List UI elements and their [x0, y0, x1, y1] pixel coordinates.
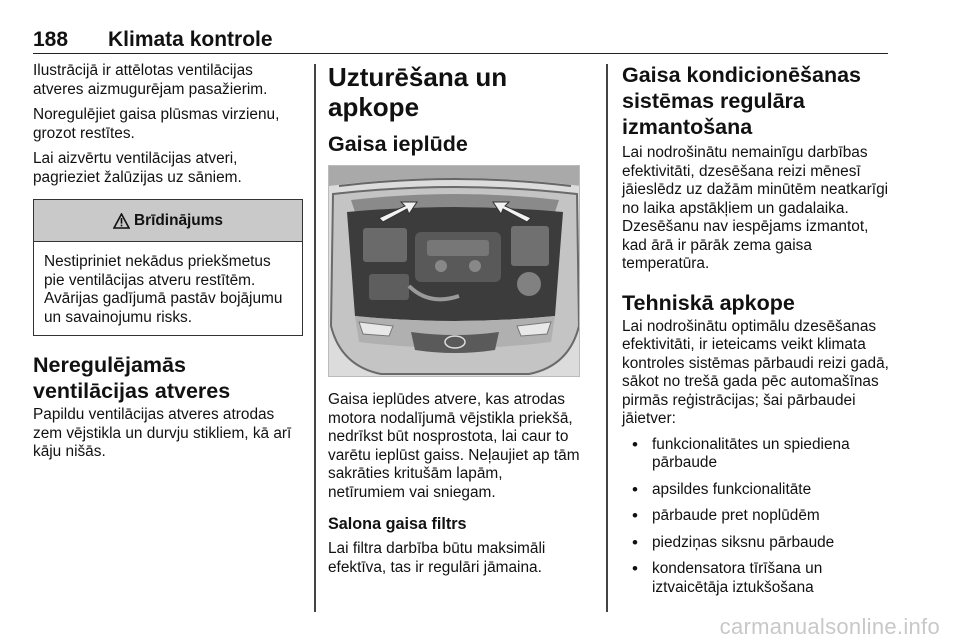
- regular-operation-text: Lai nodrošinātu nemainīgu darbības efektivitāti, dzesēšana reizi mēnesī jāieslēdz uz dažām minūtēm neatkarīgi no laika apstākļiem un gadalaika. Dzesēšanu nav iespējams izmantot, kad ārā ir pārāk zema gaisa temperatūra.: [622, 144, 889, 272]
- page-header: [33, 28, 888, 54]
- list-item: • piedziņas siksnu pārbaude: [622, 534, 890, 553]
- maintenance-heading: Uzturēšana un apkope: [328, 62, 508, 122]
- column-divider-left: [314, 64, 316, 612]
- warning-body: [34, 242, 302, 335]
- watermark: carmanualsonline.info: [719, 614, 940, 639]
- warning-box: [33, 199, 303, 336]
- column-right: [622, 62, 890, 605]
- air-intake-text: Gaisa ieplūdes atvere, kas atrodas motora nodalījumā vējstikla priekšā, nedrīkst būt nosprostota, lai caur to varētu ieplūst gaiss. Neļaujiet ap tām sakrāties kritušām lapām, netīrumiem vai sniegam.: [328, 391, 580, 501]
- list-item: • apsildes funkcionalitāte: [622, 481, 890, 500]
- fixed-vents-heading: Neregulējamās ventilācijas atveres: [33, 353, 231, 403]
- cabin-filter-text: Lai filtra darbība būtu maksimāli efektīva, tas ir regulāri jāmaina.: [328, 540, 546, 576]
- warning-triangle-icon: [113, 213, 130, 229]
- rear-vents-text: Ilustrācijā ir attēlotas ventilācijas atveres aizmugurējam pasažierim.: [33, 62, 268, 98]
- service-heading: Tehniskā apkope: [622, 290, 795, 315]
- column-middle: [328, 62, 580, 584]
- cabin-filter-heading: Salona gaisa filtrs: [328, 515, 467, 533]
- list-item: • kondensatora tīrīšana un iztvaicētāja iztukšošana: [622, 560, 890, 597]
- column-left: [33, 62, 303, 469]
- chapter-title: Klimata kontrole: [108, 28, 273, 51]
- regular-operation-heading: Gaisa kondicionēšanas sistēmas regulāra izmantošana: [622, 63, 861, 139]
- service-checklist: [622, 436, 890, 598]
- fixed-vents-text: Papildu ventilācijas atveres atrodas zem vējstikla un durvju stikliem, kā arī kāju nišās.: [33, 406, 292, 460]
- column-divider-right: [606, 64, 608, 612]
- close-vent-text: Lai aizvērtu ventilācijas atveri, pagrieziet žalūzijas uz sāniem.: [33, 150, 242, 186]
- page-number: 188: [33, 28, 69, 51]
- warning-title: Brīdinājums: [134, 211, 223, 229]
- air-intake-heading: Gaisa ieplūde: [328, 132, 468, 156]
- warning-header: [34, 200, 302, 242]
- warning-text-2: Avārijas gadījumā pastāv bojājumu un savainojumu risks.: [44, 290, 283, 326]
- list-item: • funkcionalitātes un spiediena pārbaude: [622, 436, 890, 473]
- list-item: • pārbaude pret noplūdēm: [622, 507, 890, 526]
- service-text: Lai nodrošinātu optimālu dzesēšanas efektivitāti, ir ieteicams veikt klimata kontroles sistēmas pārbaudi reizi gadā, sākot no trešā gada pēc automašīnas pirmās reģistrācijas; šai pārbaudei jāietver:: [622, 317, 889, 427]
- warning-text-1: Nestipriniet nekādus priekšmetus pie ventilācijas atveru restītēm.: [44, 253, 271, 289]
- airflow-direction-text: Noregulējiet gaisa plūsmas virzienu, grozot restītes.: [33, 106, 280, 142]
- engine-bay-illustration: [328, 165, 580, 377]
